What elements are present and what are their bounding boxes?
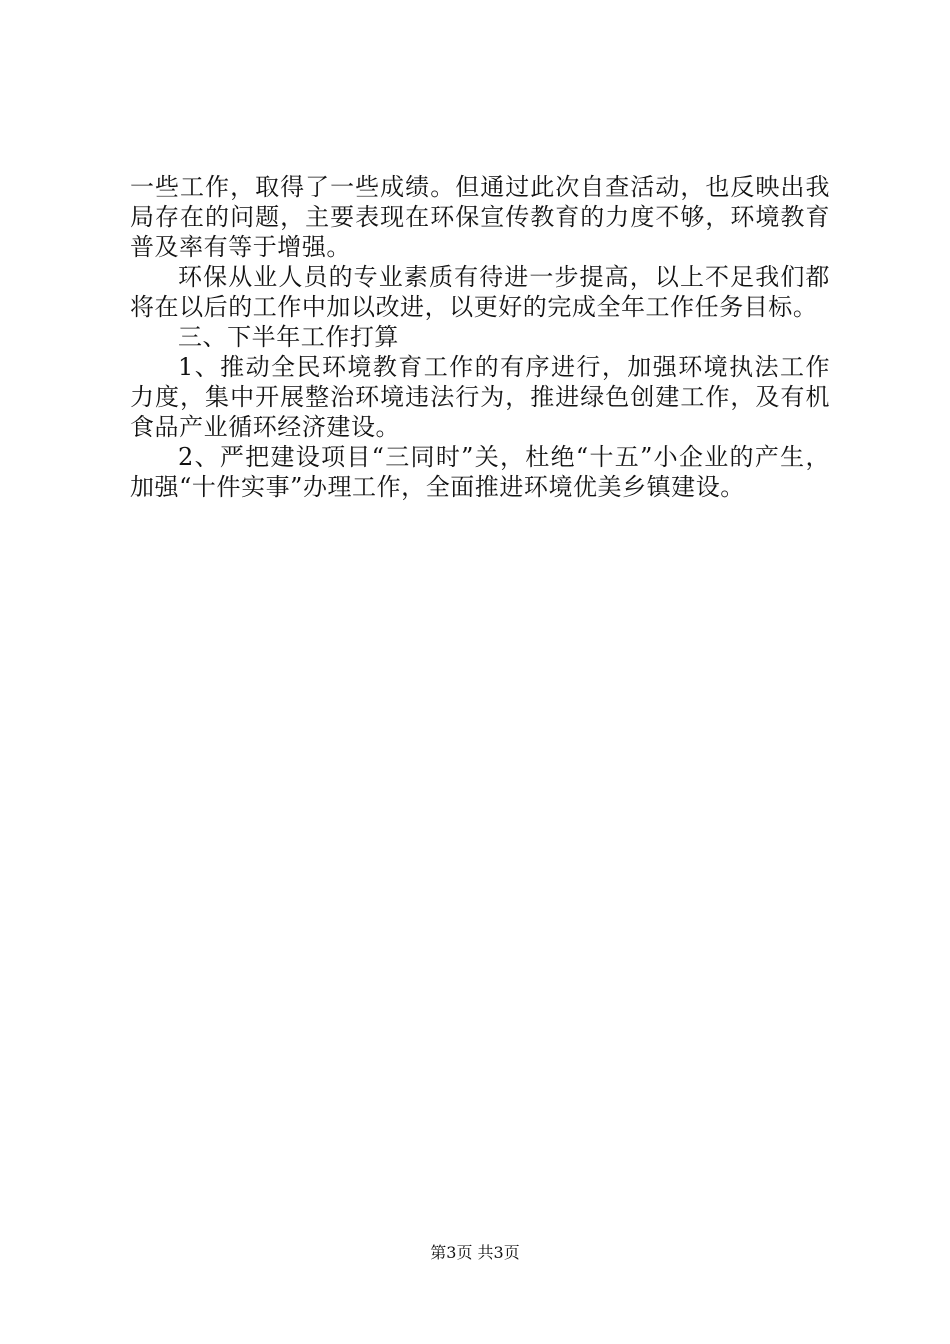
document-body: [130, 172, 830, 502]
page-number-footer: 第3页 共3页: [430, 1243, 520, 1262]
paragraph-staff-quality: 环保从业人员的专业素质有待进一步提高，以上不足我们都将在以后的工作中加以改进，以更好的完成全年工作任务目标。: [130, 263, 830, 321]
section-heading-plan: 三、下半年工作打算: [178, 323, 399, 351]
paragraph-continuation: 一些工作，取得了一些成绩。但通过此次自查活动，也反映出我局存在的问题，主要表现在环保宣传教育的力度不够，环境教育普及率有等于增强。: [130, 173, 830, 261]
paragraph-item-2: 2、严把建设项目“三同时”关，杜绝“十五”小企业的产生，加强“十件实事”办理工作，全面推进环境优美乡镇建设。: [130, 443, 830, 501]
paragraph-item-1: 1、推动全民环境教育工作的有序进行，加强环境执法工作力度，集中开展整治环境违法行为，推进绿色创建工作，及有机食品产业循环经济建设。: [130, 353, 830, 441]
